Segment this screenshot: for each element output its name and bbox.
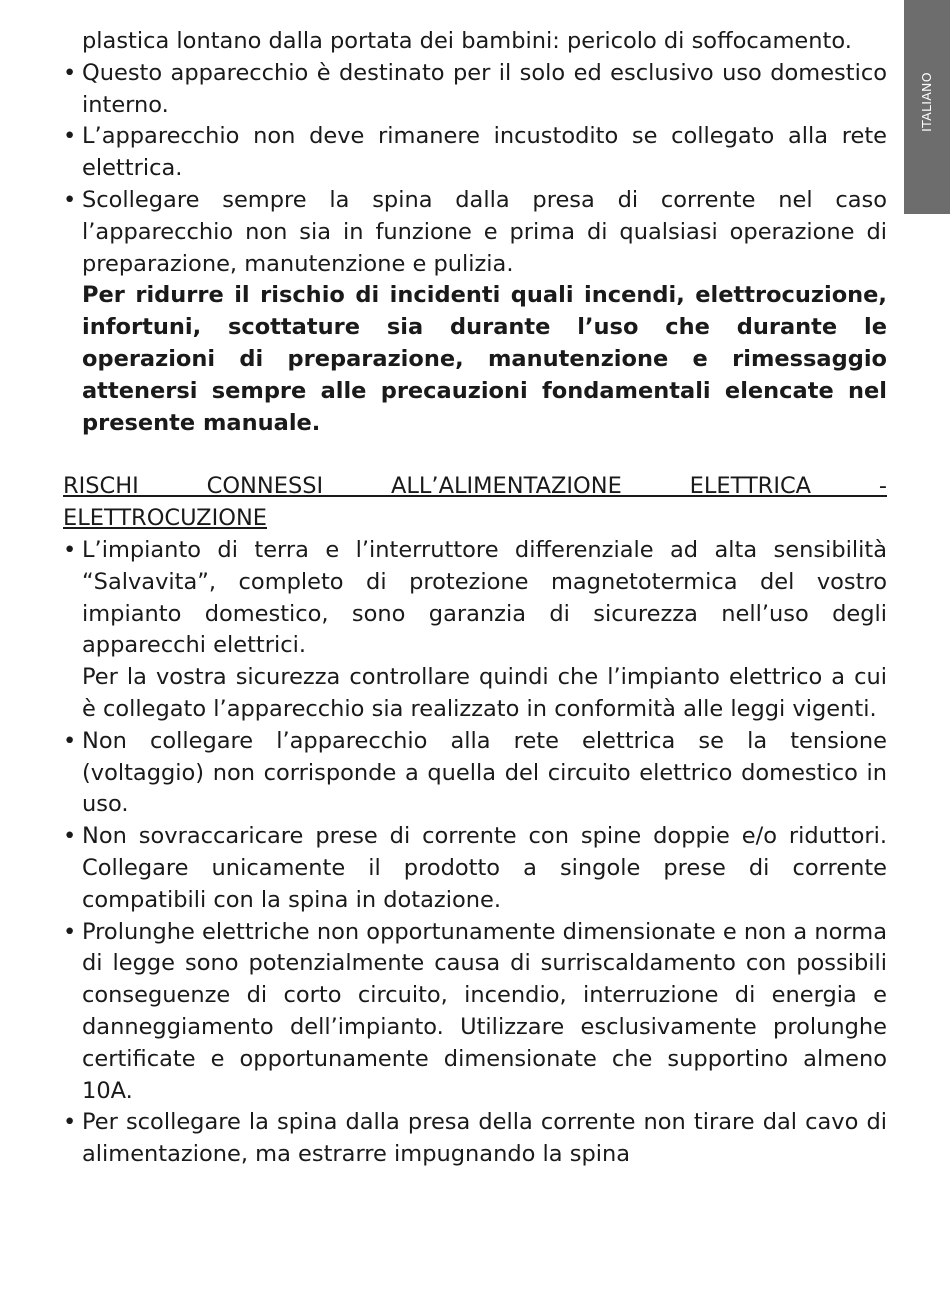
language-tab-label: ITALIANO — [919, 72, 934, 132]
bullet-grounding: • L’impianto di terra e l’interruttore differenziale ad alta sensibilità “Salvavita”, completo di protezione magnetotermica del vostro impianto domestico, sono garanzia di sicurezza nell’uso degli apparecchi elettrici. — [63, 535, 887, 662]
section-heading-line2: ELETTROCUZIONE — [63, 505, 267, 532]
manual-page-content — [63, 26, 887, 1171]
bullet-unattended: • L’apparecchio non deve rimanere incustodito se collegato alla rete elettrica. — [63, 121, 887, 185]
section-heading-line1: RISCHI CONNESSI ALL’ALIMENTAZIONE ELETTRICA - — [63, 473, 887, 500]
bullet-domestic-use: • Questo apparecchio è destinato per il solo ed esclusivo uso domestico interno. — [63, 58, 887, 122]
bullet-overload: • Non sovraccaricare prese di corrente con spine doppie e/o riduttori. Collegare unicamente il prodotto a singole prese di corrente compatibili con la spina in dotazione. — [63, 821, 887, 916]
safety-warning: Per ridurre il rischio di incidenti quali incendi, elettrocuzione, infortuni, scottature sia durante l’uso che durante le operazioni di preparazione, manutenzione e rimessaggio attenersi sempre alle precauzioni fondamentali elencate nel presente manuale. — [82, 282, 887, 436]
intro-continuation: plastica lontano dalla portata dei bambini: pericolo di soffocamento. — [82, 28, 852, 54]
bullet-grounding-continuation: Per la vostra sicurezza controllare quindi che l’impianto elettrico a cui è collegato l’apparecchio sia realizzato in conformità alle leggi vigenti. — [82, 664, 887, 722]
bullet-voltage: • Non collegare l’apparecchio alla rete elettrica se la tensione (voltaggio) non corrisponde a quella del circuito elettrico domestico in uso. — [63, 726, 887, 821]
bullet-pull-plug: • Per scollegare la spina dalla presa della corrente non tirare dal cavo di alimentazione, ma estrarre impugnando la spina — [63, 1107, 887, 1171]
language-tab — [904, 0, 950, 214]
bullet-extension-cords: • Prolunghe elettriche non opportunamente dimensionate e non a norma di legge sono potenzialmente causa di surriscaldamento con possibili conseguenze di corto circuito, incendio, interruzione di energia e danneggiamento dell’impianto. Utilizzare esclusivamente prolunghe certificate e opportunamente dimensionate che supportino almeno 10A. — [63, 917, 887, 1108]
section-heading — [63, 471, 887, 535]
bullet-unplug: • Scollegare sempre la spina dalla presa di corrente nel caso l’apparecchio non sia in funzione e prima di qualsiasi operazione di preparazione, manutenzione e pulizia. — [63, 185, 887, 280]
